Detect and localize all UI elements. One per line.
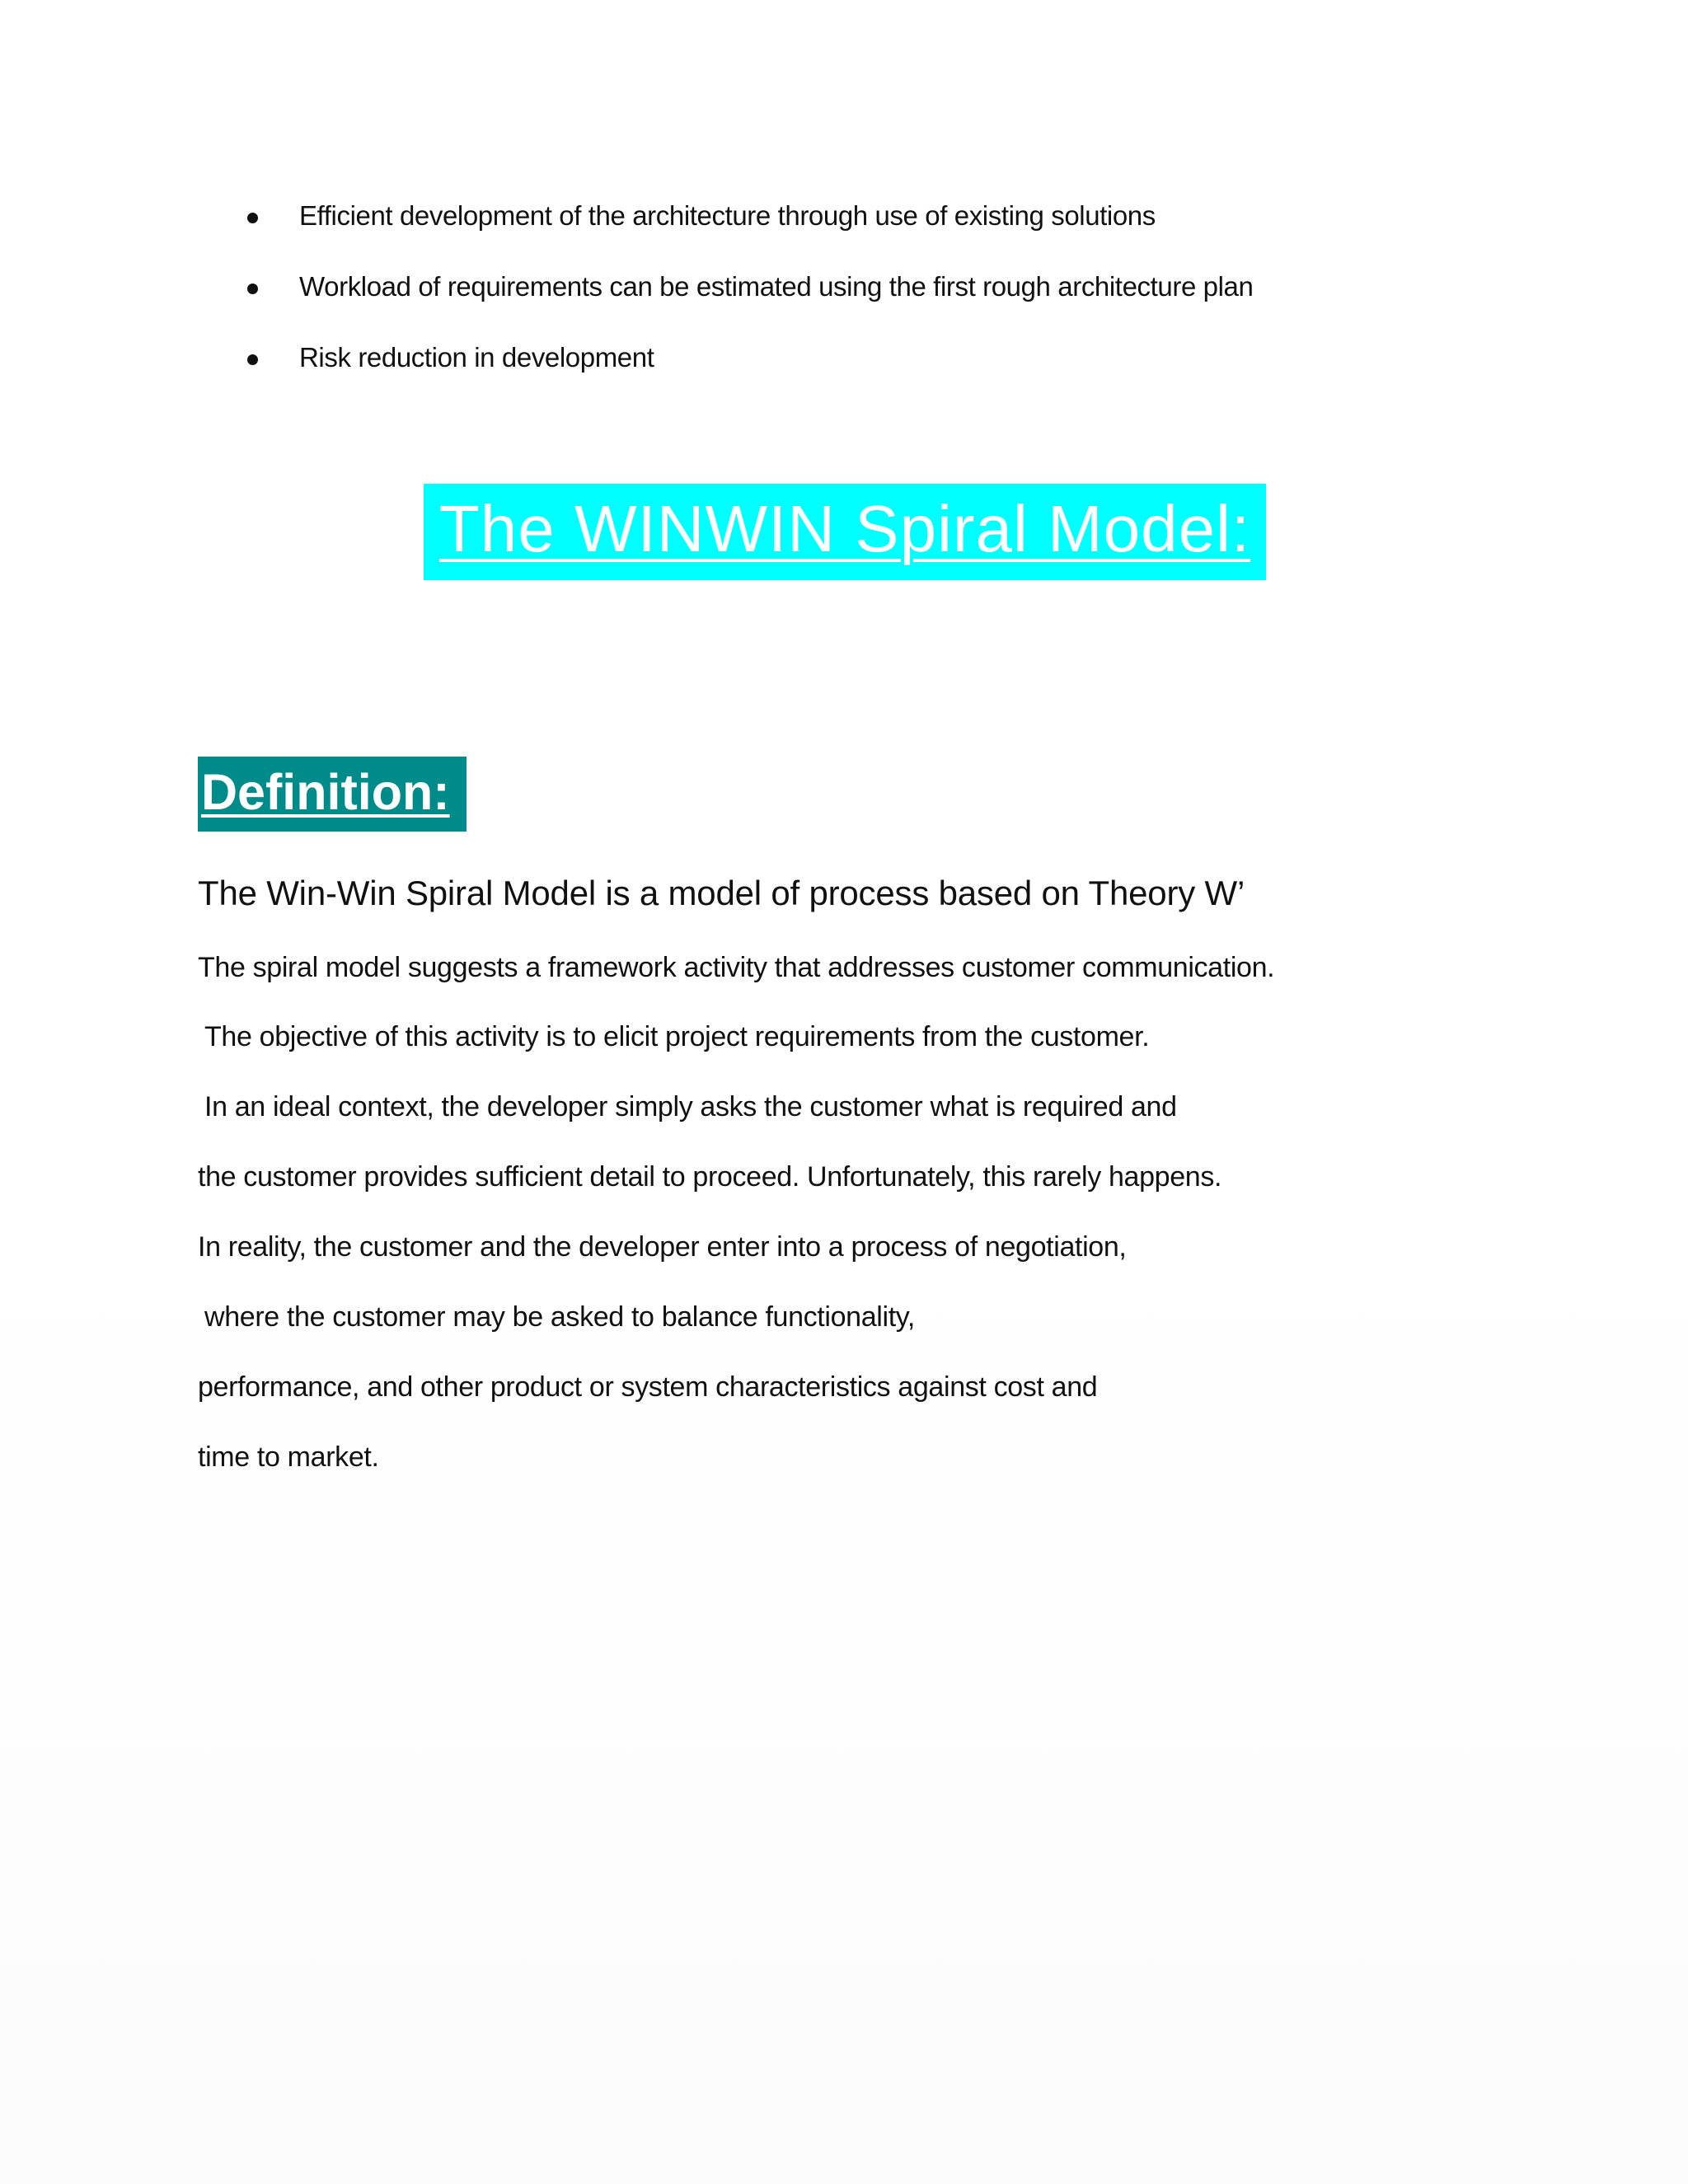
bullet-text: Efficient development of the architecture through use of existing solutions xyxy=(299,200,1156,231)
paragraph-line: The objective of this activity is to elicit project requirements from the customer. xyxy=(204,1021,1150,1052)
paragraph-line: In an ideal context, the developer simply asks the customer what is required and xyxy=(204,1091,1177,1122)
main-title-highlight xyxy=(424,484,1266,580)
paragraph-line: where the customer may be asked to balance functionality, xyxy=(204,1301,916,1333)
bullet-icon xyxy=(247,284,258,294)
definition-heading: Definition: xyxy=(201,764,450,820)
lead-sentence: The Win-Win Spiral Model is a model of process based on Theory W’ xyxy=(198,874,1245,912)
paragraph-line: The spiral model suggests a framework activity that addresses customer communication. xyxy=(198,952,1275,983)
main-title: The WINWIN Spiral Model: xyxy=(438,492,1251,565)
paragraph-line: In reality, the customer and the developer enter into a process of negotiation, xyxy=(198,1231,1127,1263)
bullet-text: Risk reduction in development xyxy=(299,342,654,373)
bullet-icon xyxy=(247,213,258,223)
paragraph-line: performance, and other product or system characteristics against cost and xyxy=(198,1371,1098,1403)
definition-heading-highlight xyxy=(198,757,467,832)
paragraph-line: the customer provides sufficient detail to proceed. Unfortunately, this rarely happens. xyxy=(198,1161,1222,1193)
paragraph-line: time to market. xyxy=(198,1441,379,1473)
bullet-icon xyxy=(247,354,258,365)
bullet-text: Workload of requirements can be estimated using the first rough architecture plan xyxy=(299,271,1254,302)
